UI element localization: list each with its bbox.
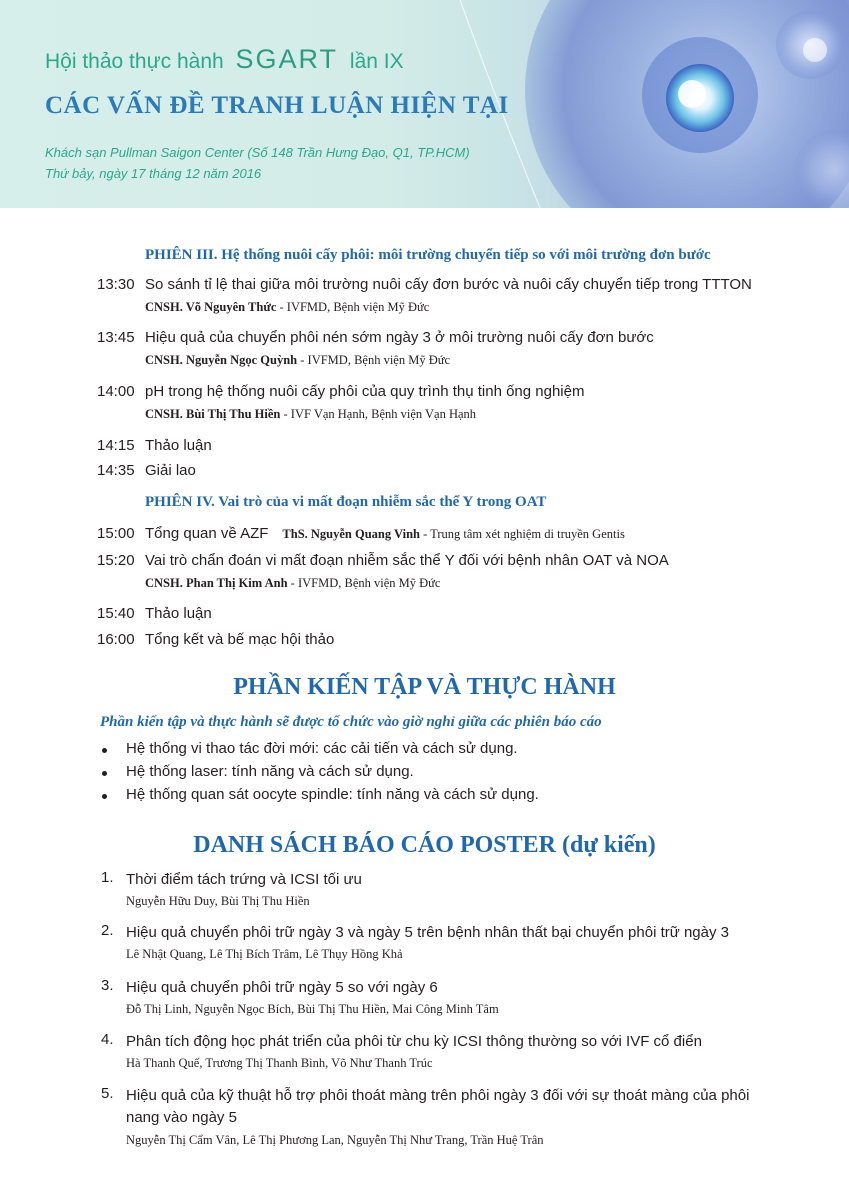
speaker — [145, 353, 450, 368]
time-slot: 14:15 — [97, 437, 135, 454]
speaker-name: CNSH. Võ Nguyên Thức — [145, 300, 277, 314]
poster-heading: DANH SÁCH BÁO CÁO POSTER (dự kiến) — [193, 832, 656, 858]
talk-title: Giải lao — [145, 462, 196, 479]
speaker-affiliation: - IVFMD, Bệnh viện Mỹ Đức — [276, 300, 430, 314]
poster-number: 5. — [101, 1085, 114, 1102]
poster-number: 4. — [101, 1031, 114, 1048]
speaker-name: CNSH. Nguyễn Ngọc Quỳnh — [145, 353, 298, 367]
poster-number: 3. — [101, 977, 114, 994]
time-slot: 15:00 — [97, 525, 135, 542]
bullet-icon — [102, 748, 107, 753]
poster-title: Phân tích động học phát triển của phôi từ chu kỳ ICSI thông thường so với IVF cổ điển — [126, 1033, 702, 1050]
event-title-prefix: Hội thảo thực hành — [45, 50, 224, 73]
speaker-name: ThS. Nguyễn Quang Vinh — [282, 527, 420, 541]
session-title: PHIÊN IV. Vai trò của vi mất đoạn nhiễm sắc thể Y trong OAT — [145, 494, 547, 510]
poster-number: 2. — [101, 922, 114, 939]
poster-authors: Nguyễn Thị Cẩm Vân, Lê Thị Phương Lan, Nguyễn Thị Như Trang, Trần Huệ Trân — [126, 1133, 544, 1147]
list-item-text: Hệ thống laser: tính năng và cách sử dụng. — [126, 763, 414, 780]
time-slot: 14:35 — [97, 462, 135, 479]
speaker — [145, 407, 476, 422]
speaker-affiliation: - Trung tâm xét nghiệm di truyền Gentis — [419, 527, 625, 541]
poster-title: Hiệu quả của kỹ thuật hỗ trợ phôi thoát màng trên phôi ngày 3 đối với sự thoát màng của phôi nang vào ngày 5 — [126, 1087, 750, 1126]
time-slot: 13:30 — [97, 276, 135, 293]
poster-title: Hiệu quả chuyển phôi trữ ngày 5 so với ngày 6 — [126, 979, 438, 996]
list-item-text: Hệ thống quan sát oocyte spindle: tính năng và cách sử dụng. — [126, 786, 539, 803]
talk-title: Vai trò chẩn đoán vi mất đoạn nhiễm sắc thể Y đối với bệnh nhân OAT và NOA — [145, 552, 669, 569]
talk-title-text: Tổng quan về AZF — [145, 525, 269, 542]
time-slot: 16:00 — [97, 631, 135, 648]
talk-title: Thảo luận — [145, 437, 212, 454]
bullet-icon — [102, 771, 107, 776]
poster-authors: Lê Nhật Quang, Lê Thị Bích Trâm, Lê Thụy Hồng Khả — [126, 947, 403, 961]
speaker-affiliation: - IVFMD, Bệnh viện Mỹ Đức — [297, 353, 451, 367]
list-item — [100, 740, 539, 763]
talk-title: pH trong hệ thống nuôi cấy phôi của quy trình thụ tinh ống nghiệm — [145, 383, 585, 400]
event-date: Thứ bảy, ngày 17 tháng 12 năm 2016 — [45, 166, 262, 181]
poster-authors: Đỗ Thị Linh, Nguyễn Ngọc Bích, Bùi Thị Thu Hiền, Mai Công Minh Tâm — [126, 1002, 499, 1016]
event-venue: Khách sạn Pullman Saigon Center (Số 148 Trần Hưng Đạo, Q1, TP.HCM) — [45, 145, 470, 160]
talk-title — [145, 525, 625, 542]
list-item — [100, 763, 539, 786]
poster-title: Hiệu quả chuyển phôi trữ ngày 3 và ngày 5 trên bệnh nhân thất bại chuyển phôi trữ ngày 3 — [126, 924, 729, 941]
speaker — [282, 527, 624, 541]
time-slot: 15:20 — [97, 552, 135, 569]
time-slot: 15:40 — [97, 605, 135, 622]
event-title — [45, 44, 404, 75]
list-item-text: Hệ thống vi thao tác đời mới: các cải tiến và cách sử dụng. — [126, 740, 518, 757]
time-slot: 13:45 — [97, 329, 135, 346]
speaker-name: CNSH. Bùi Thị Thu Hiền — [145, 407, 281, 421]
speaker-affiliation: - IVFMD, Bệnh viện Mỹ Đức — [287, 576, 441, 590]
talk-title: Hiệu quả của chuyển phôi nén sớm ngày 3 ở môi trường nuôi cấy đơn bước — [145, 329, 654, 346]
speaker — [145, 300, 429, 315]
talk-title: So sánh tỉ lệ thai giữa môi trường nuôi cấy đơn bước và nuôi cấy chuyển tiếp trong TTTON — [145, 276, 752, 293]
practice-intro: Phần kiến tập và thực hành sẽ được tổ chức vào giờ nghỉ giữa các phiên báo cáo — [100, 714, 602, 730]
event-title-suffix: lần IX — [349, 50, 404, 73]
poster-number: 1. — [101, 869, 114, 886]
event-subtitle: CÁC VẤN ĐỀ TRANH LUẬN HIỆN TẠI — [45, 92, 509, 119]
time-slot: 14:00 — [97, 383, 135, 400]
poster-authors: Hà Thanh Quế, Trương Thị Thanh Bình, Võ Như Thanh Trúc — [126, 1056, 433, 1070]
bullet-icon — [102, 794, 107, 799]
speaker-name: CNSH. Phan Thị Kim Anh — [145, 576, 288, 590]
practice-heading: PHẦN KIẾN TẬP VÀ THỰC HÀNH — [233, 674, 616, 700]
header-banner — [0, 0, 849, 208]
session-title: PHIÊN III. Hệ thống nuôi cấy phôi: môi trường chuyển tiếp so với môi trường đơn bước — [145, 247, 711, 263]
speaker-affiliation: - IVF Vạn Hạnh, Bệnh viện Vạn Hạnh — [280, 407, 477, 421]
poster-authors: Nguyễn Hữu Duy, Bùi Thị Thu Hiền — [126, 894, 310, 908]
practice-list — [100, 740, 539, 809]
speaker — [145, 576, 440, 591]
talk-title: Thảo luận — [145, 605, 212, 622]
sgart-logo: SGART — [235, 44, 339, 74]
talk-title: Tổng kết và bế mạc hội thảo — [145, 631, 335, 648]
list-item — [100, 786, 539, 809]
poster-title: Thời điểm tách trứng và ICSI tối ưu — [126, 871, 362, 888]
